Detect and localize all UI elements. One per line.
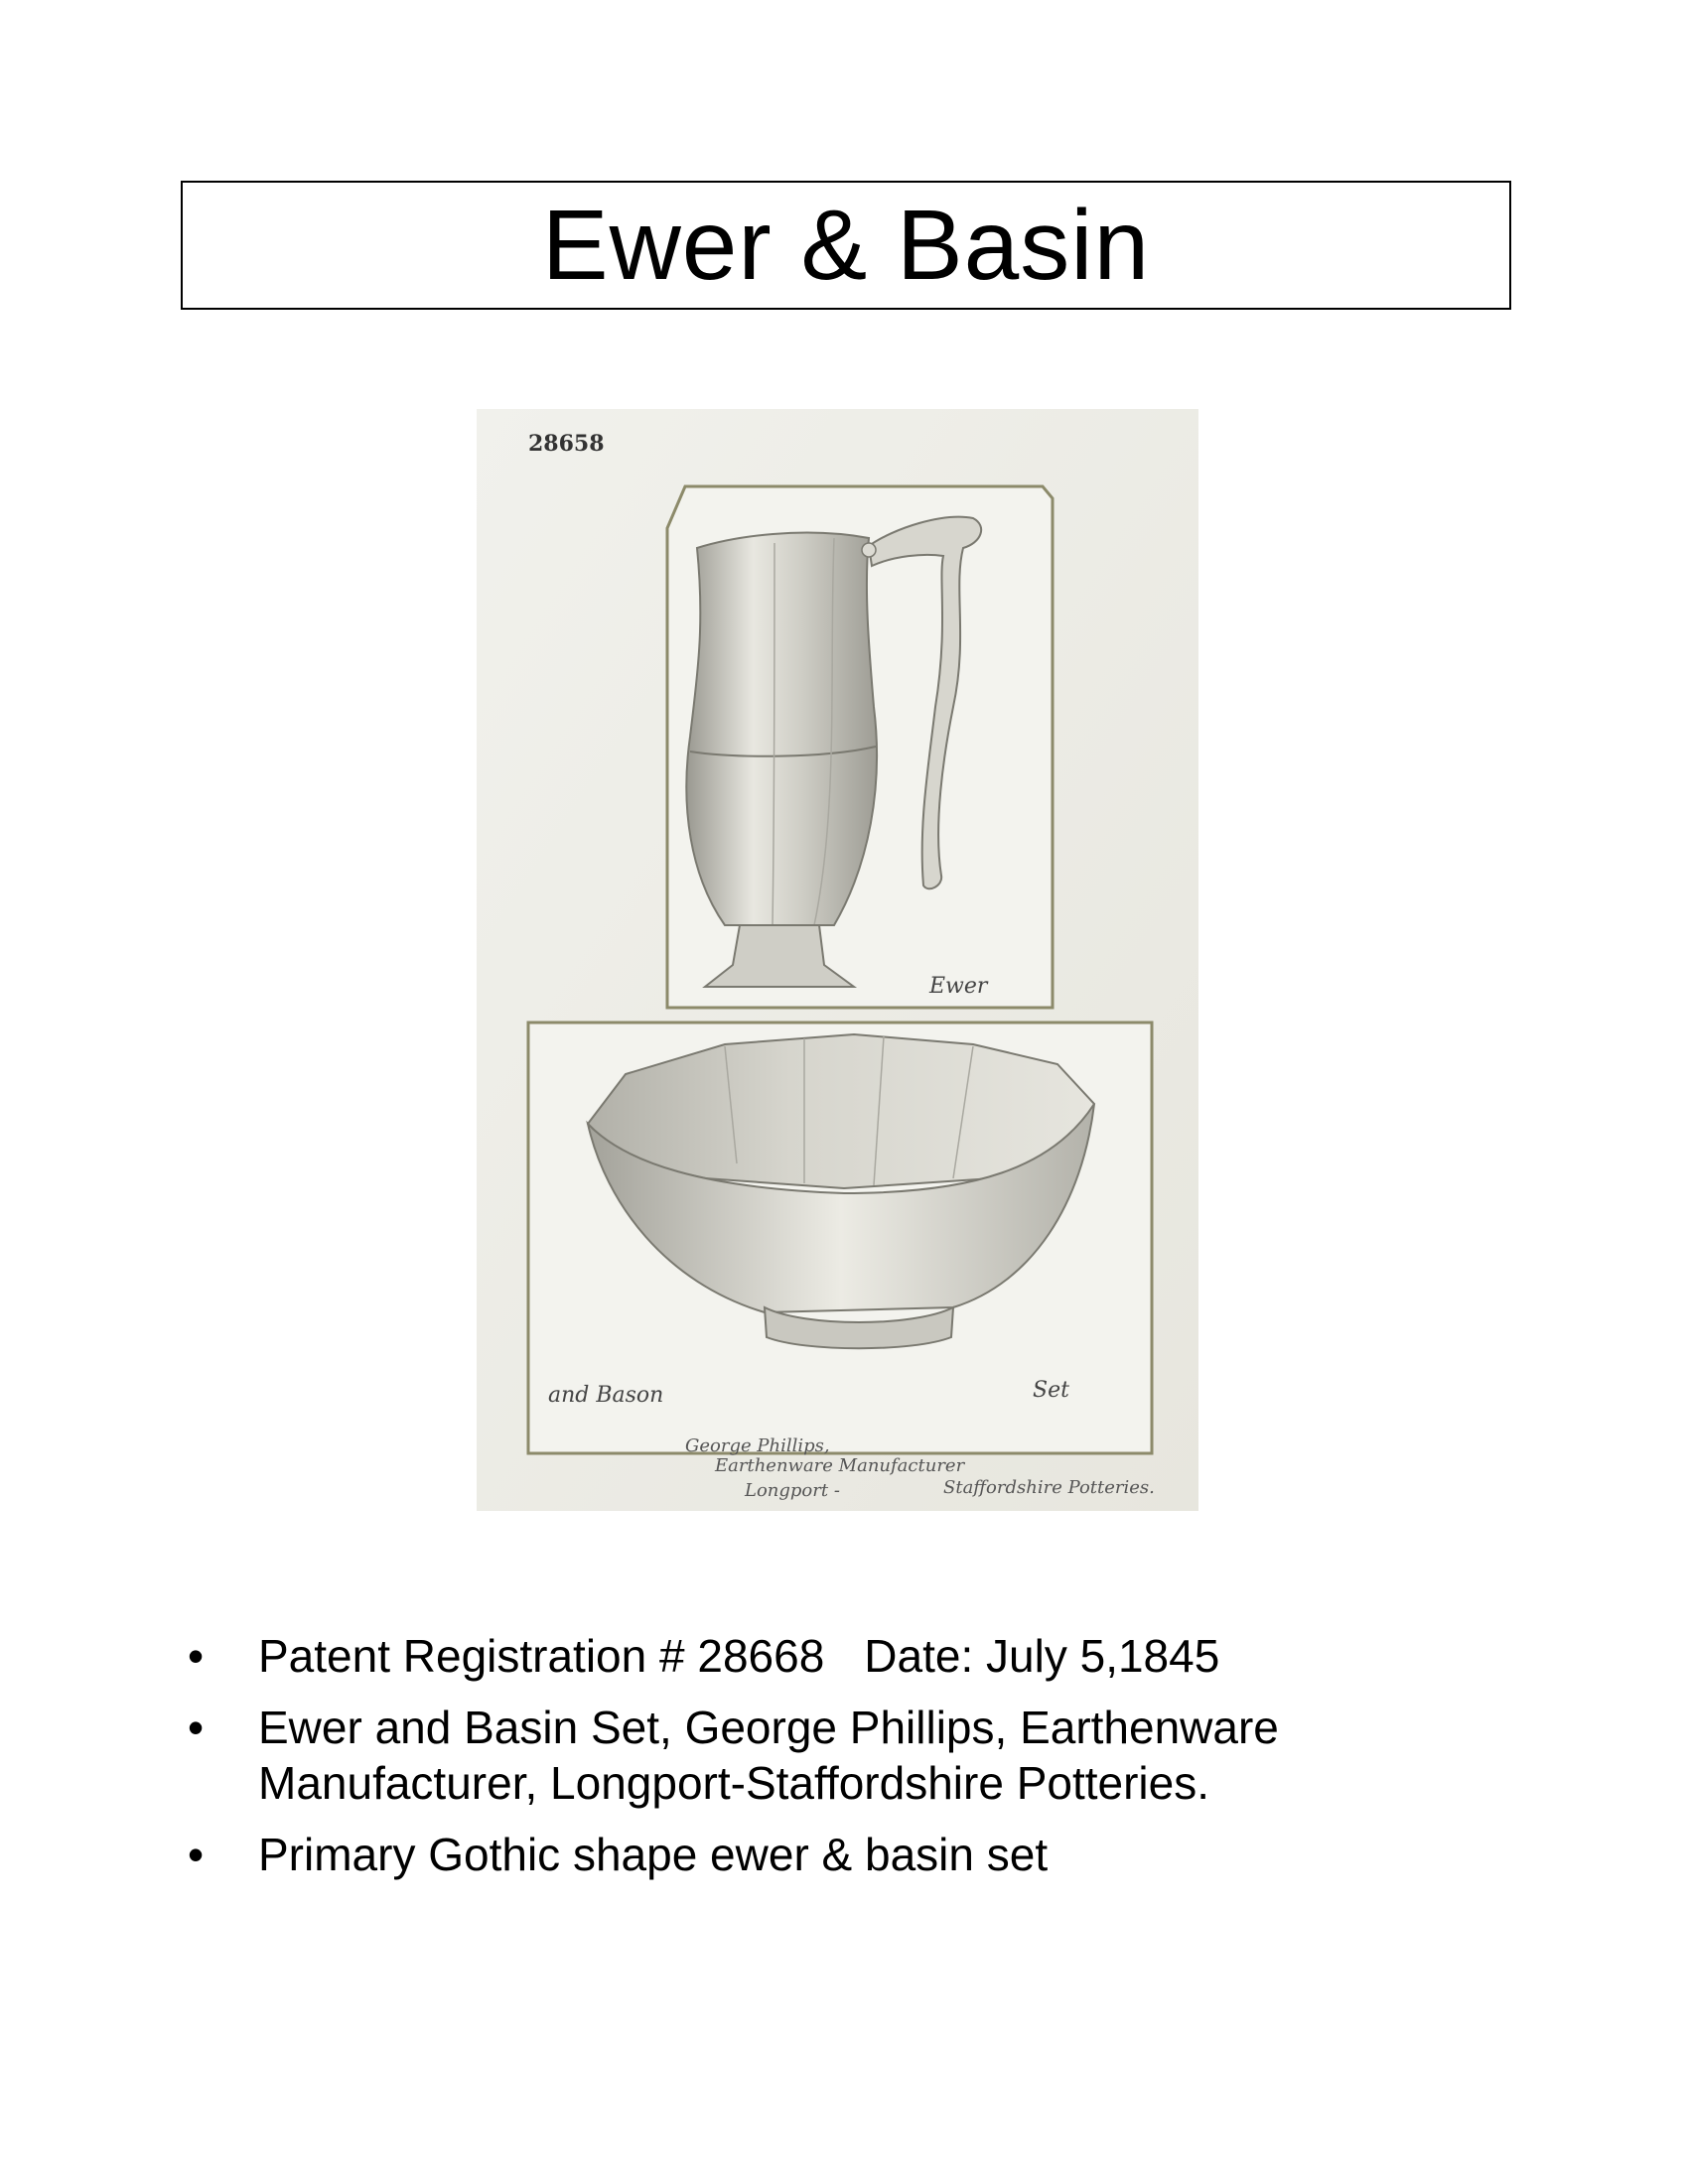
inscription-line-1: George Phillips, bbox=[685, 1435, 830, 1456]
bullet-item bbox=[181, 1628, 1531, 1684]
patent-drawing bbox=[477, 409, 1198, 1511]
bullet-marker: • bbox=[187, 1702, 205, 1753]
bullet-item bbox=[181, 1700, 1531, 1811]
bullet-text-date: Date: July 5,1845 bbox=[864, 1630, 1220, 1682]
basin-label-left: and Bason bbox=[548, 1383, 664, 1408]
inscription-line-3: Longport - bbox=[745, 1480, 840, 1501]
bullet-text: Patent Registration # 28668 bbox=[258, 1630, 825, 1682]
inscription-line-4: Staffordshire Potteries. bbox=[943, 1477, 1155, 1498]
basin-label-right: Set bbox=[1033, 1378, 1069, 1403]
bullet-text: Primary Gothic shape ewer & basin set bbox=[258, 1829, 1049, 1880]
title-box bbox=[181, 181, 1511, 310]
page-title: Ewer & Basin bbox=[541, 190, 1151, 301]
ewer-label: Ewer bbox=[929, 974, 988, 999]
inscription-line-2: Earthenware Manufacturer bbox=[715, 1455, 965, 1476]
bullet-marker: • bbox=[187, 1829, 205, 1880]
bullet-list bbox=[181, 1628, 1531, 1898]
bullet-item bbox=[181, 1827, 1531, 1882]
registration-number: 28658 bbox=[528, 431, 605, 457]
bullet-text: Ewer and Basin Set, George Phillips, Earthenware Manufacturer, Longport-Staffordshire Potteries. bbox=[258, 1702, 1279, 1809]
bullet-marker: • bbox=[187, 1630, 205, 1682]
